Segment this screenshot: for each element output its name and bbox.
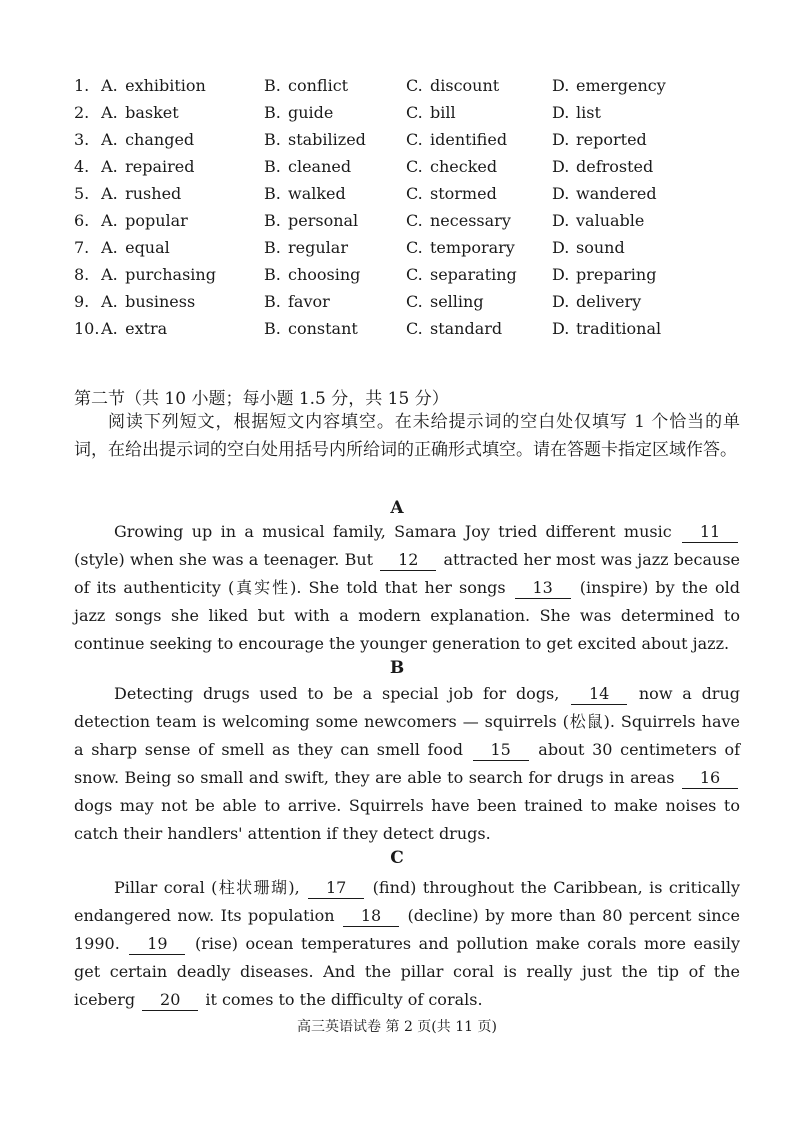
choice-row xyxy=(74,99,734,126)
option-d[interactable] xyxy=(552,99,601,126)
option-d[interactable] xyxy=(552,315,661,342)
option-b[interactable] xyxy=(264,126,366,153)
option-d[interactable] xyxy=(552,261,656,288)
passage-text: about 30 centimeters of snow. Being so small and swift, they are able to search for drugs in areas xyxy=(74,740,740,787)
option-a[interactable] xyxy=(74,288,195,315)
option-label: A. xyxy=(101,157,118,176)
passage-text: Pillar coral (柱状珊瑚), xyxy=(114,878,307,897)
option-d[interactable] xyxy=(552,126,647,153)
option-a[interactable] xyxy=(74,72,206,99)
question-number: 8. xyxy=(74,265,90,284)
passage-a-heading: A xyxy=(390,498,404,518)
option-c[interactable] xyxy=(406,99,456,126)
passage-a xyxy=(74,518,740,658)
option-c[interactable] xyxy=(406,315,502,342)
passage-text: attracted her most was jazz because of its authenticity (真实性). She told that her songs xyxy=(74,550,740,597)
option-label: A. xyxy=(101,319,118,338)
option-a[interactable] xyxy=(74,99,179,126)
passage-b xyxy=(74,680,740,848)
option-text: identified xyxy=(430,130,508,149)
option-text: stormed xyxy=(430,184,497,203)
choice-row xyxy=(74,234,734,261)
option-text: purchasing xyxy=(125,265,216,284)
choice-row xyxy=(74,72,734,99)
passage-text: Detecting drugs used to be a special job for dogs, xyxy=(114,684,570,703)
option-b[interactable] xyxy=(264,99,333,126)
option-text: delivery xyxy=(576,292,642,311)
option-label: D. xyxy=(552,184,570,203)
option-a[interactable] xyxy=(74,261,216,288)
option-c[interactable] xyxy=(406,72,499,99)
question-number: 6. xyxy=(74,211,90,230)
option-c[interactable] xyxy=(406,153,497,180)
option-a[interactable] xyxy=(74,126,194,153)
choice-row xyxy=(74,180,734,207)
choices-table xyxy=(74,72,734,342)
blank-14[interactable]: 14 xyxy=(571,684,627,705)
option-text: selling xyxy=(430,292,484,311)
page-footer: 高三英语试卷 第 2 页(共 11 页) xyxy=(297,1019,497,1035)
passage-text: (find) throughout the Caribbean, is critically endangered now. Its population xyxy=(74,878,740,925)
option-text: checked xyxy=(430,157,498,176)
option-label: B. xyxy=(264,103,281,122)
option-text: constant xyxy=(288,319,358,338)
option-label: B. xyxy=(264,319,281,338)
passage-text: (inspire) by the old jazz songs she liked but with a modern explanation. She was determined to continue seeking to encourage the younger generation to get excited about jazz. xyxy=(74,578,740,653)
option-label: B. xyxy=(264,292,281,311)
blank-16[interactable]: 16 xyxy=(682,768,738,789)
option-label: A. xyxy=(101,292,118,311)
option-text: regular xyxy=(288,238,348,257)
option-c[interactable] xyxy=(406,126,507,153)
option-text: traditional xyxy=(576,319,662,338)
choice-row xyxy=(74,126,734,153)
blank-19[interactable]: 19 xyxy=(129,934,185,955)
option-b[interactable] xyxy=(264,72,348,99)
option-label: D. xyxy=(552,319,570,338)
passage-c-heading: C xyxy=(390,848,404,868)
option-label: B. xyxy=(264,184,281,203)
option-d[interactable] xyxy=(552,234,625,261)
option-text: valuable xyxy=(576,211,645,230)
option-label: B. xyxy=(264,211,281,230)
option-text: stabilized xyxy=(288,130,366,149)
passage-text: Growing up in a musical family, Samara Joy tried different music xyxy=(114,522,680,541)
option-b[interactable] xyxy=(264,234,348,261)
option-text: list xyxy=(576,103,601,122)
option-text: emergency xyxy=(576,76,666,95)
option-text: bill xyxy=(430,103,456,122)
option-label: B. xyxy=(264,265,281,284)
option-text: basket xyxy=(125,103,179,122)
option-label: B. xyxy=(264,76,281,95)
passage-text: dogs may not be able to arrive. Squirrels have been trained to make noises to catch their handlers' attention if they detect drugs. xyxy=(74,796,740,843)
option-label: C. xyxy=(406,130,423,149)
option-label: B. xyxy=(264,157,281,176)
option-label: C. xyxy=(406,211,423,230)
option-label: A. xyxy=(101,211,118,230)
option-a[interactable] xyxy=(74,180,181,207)
question-number: 3. xyxy=(74,130,90,149)
option-label: D. xyxy=(552,157,570,176)
option-label: A. xyxy=(101,265,118,284)
option-label: B. xyxy=(264,130,281,149)
choice-row xyxy=(74,153,734,180)
option-label: D. xyxy=(552,211,570,230)
option-label: D. xyxy=(552,238,570,257)
option-text: extra xyxy=(125,319,168,338)
option-text: separating xyxy=(430,265,517,284)
option-label: D. xyxy=(552,265,570,284)
option-label: D. xyxy=(552,76,570,95)
blank-13[interactable]: 13 xyxy=(515,578,571,599)
option-text: cleaned xyxy=(288,157,352,176)
blank-11[interactable]: 11 xyxy=(682,522,738,543)
passage-text: (decline) by more than 80 percent since 1990. xyxy=(74,906,740,953)
option-a[interactable] xyxy=(74,315,167,342)
blank-18[interactable]: 18 xyxy=(343,906,399,927)
choice-row xyxy=(74,207,734,234)
option-b[interactable] xyxy=(264,153,351,180)
option-text: walked xyxy=(288,184,346,203)
option-c[interactable] xyxy=(406,180,497,207)
option-label: C. xyxy=(406,103,423,122)
passage-text: now a drug detection team is welcoming some newcomers — squirrels (松鼠). Squirrels have a sharp sense of smell as they can smell food xyxy=(74,684,741,759)
choice-row xyxy=(74,288,734,315)
option-b[interactable] xyxy=(264,288,330,315)
option-label: A. xyxy=(101,184,118,203)
option-a[interactable] xyxy=(74,207,188,234)
passage-text: it comes to the difficulty of corals. xyxy=(200,990,483,1009)
option-text: reported xyxy=(576,130,647,149)
question-number: 1. xyxy=(74,76,90,95)
option-text: sound xyxy=(576,238,625,257)
passage-text: (rise) ocean temperatures and pollution make corals more easily get certain deadly diseases. And the pillar coral is really just the tip of the iceberg xyxy=(74,934,740,1009)
section-title: 第二节（共 10 小题；每小题 1.5 分，共 15 分） xyxy=(74,389,449,409)
option-text: preparing xyxy=(576,265,657,284)
option-label: A. xyxy=(101,103,118,122)
option-label: C. xyxy=(406,319,423,338)
option-label: C. xyxy=(406,292,423,311)
option-label: D. xyxy=(552,130,570,149)
option-label: C. xyxy=(406,184,423,203)
option-d[interactable] xyxy=(552,288,641,315)
option-text: guide xyxy=(288,103,334,122)
option-c[interactable] xyxy=(406,234,515,261)
question-number: 10. xyxy=(74,319,100,338)
option-b[interactable] xyxy=(264,207,358,234)
option-b[interactable] xyxy=(264,180,346,207)
option-label: B. xyxy=(264,238,281,257)
option-text: discount xyxy=(430,76,500,95)
option-d[interactable] xyxy=(552,72,666,99)
option-label: C. xyxy=(406,157,423,176)
choice-row xyxy=(74,315,734,342)
option-text: exhibition xyxy=(125,76,206,95)
question-number: 2. xyxy=(74,103,90,122)
option-a[interactable] xyxy=(74,153,194,180)
option-text: conflict xyxy=(288,76,349,95)
passage-b-heading: B xyxy=(389,658,405,678)
question-number: 5. xyxy=(74,184,90,203)
option-text: business xyxy=(125,292,196,311)
option-text: temporary xyxy=(430,238,515,257)
option-text: rushed xyxy=(125,184,182,203)
option-b[interactable] xyxy=(264,261,360,288)
option-label: C. xyxy=(406,76,423,95)
option-c[interactable] xyxy=(406,207,511,234)
option-b[interactable] xyxy=(264,315,358,342)
passage-text: (style) when she was a teenager. But xyxy=(74,550,379,569)
option-text: changed xyxy=(125,130,195,149)
option-label: C. xyxy=(406,265,423,284)
question-number: 4. xyxy=(74,157,90,176)
option-a[interactable] xyxy=(74,234,170,261)
option-text: favor xyxy=(288,292,330,311)
option-label: C. xyxy=(406,238,423,257)
blank-12[interactable]: 12 xyxy=(380,550,436,571)
option-label: A. xyxy=(101,238,118,257)
choice-row xyxy=(74,261,734,288)
option-label: A. xyxy=(101,130,118,149)
option-text: standard xyxy=(430,319,503,338)
option-text: wandered xyxy=(576,184,657,203)
option-text: equal xyxy=(125,238,170,257)
option-text: choosing xyxy=(288,265,361,284)
option-c[interactable] xyxy=(406,261,517,288)
section-instructions: 阅读下列短文，根据短文内容填空。在未给提示词的空白处仅填写 1 个恰当的单词，在给出提示词的空白处用括号内所给词的正确形式填空。请在答题卡指定区域作答。 xyxy=(74,412,740,460)
blank-20[interactable]: 20 xyxy=(142,990,198,1011)
option-label: D. xyxy=(552,103,570,122)
option-d[interactable] xyxy=(552,180,657,207)
option-text: necessary xyxy=(430,211,511,230)
blank-17[interactable]: 17 xyxy=(308,878,364,899)
option-text: defrosted xyxy=(576,157,654,176)
option-text: personal xyxy=(288,211,359,230)
question-number: 9. xyxy=(74,292,90,311)
option-d[interactable] xyxy=(552,153,653,180)
option-c[interactable] xyxy=(406,288,484,315)
option-text: repaired xyxy=(125,157,195,176)
option-text: popular xyxy=(125,211,188,230)
blank-15[interactable]: 15 xyxy=(473,740,529,761)
question-number: 7. xyxy=(74,238,90,257)
option-label: A. xyxy=(101,76,118,95)
option-label: D. xyxy=(552,292,570,311)
option-d[interactable] xyxy=(552,207,644,234)
passage-c xyxy=(74,874,740,1014)
